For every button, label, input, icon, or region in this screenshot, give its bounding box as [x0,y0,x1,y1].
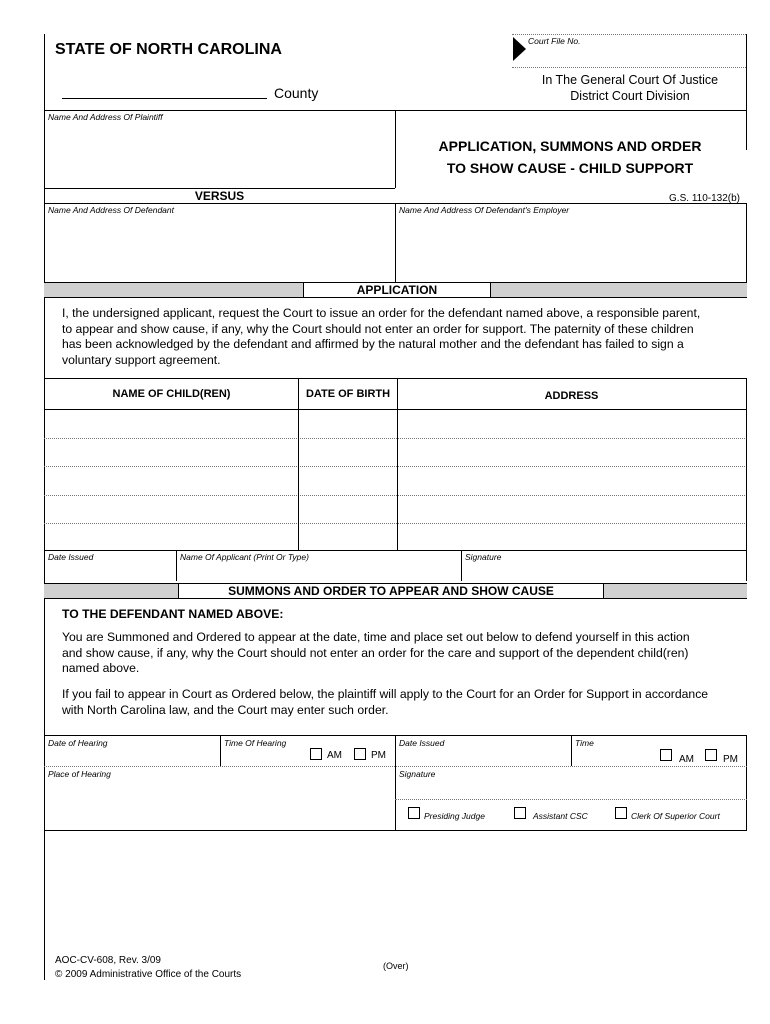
form-id: AOC-CV-608, Rev. 3/09 [55,955,161,966]
state-title: STATE OF NORTH CAROLINA [55,41,282,58]
hearing-center-divider [395,735,396,830]
children-table-bottom [44,550,747,551]
hearing-right-border [746,735,747,830]
hearing-pm-checkbox[interactable] [354,748,366,760]
applicant-name-label: Name Of Applicant (Print Or Type) [180,552,309,562]
app-signature-label: Signature [465,552,502,562]
clerk-superior-label: Clerk Of Superior Court [631,811,720,821]
defendant-right-border [746,203,747,283]
summons-p1-line-1: You are Summoned and Ordered to appear at the date, time and place set out below to defend yourself in this action [62,630,690,644]
application-line-3: has been acknowledged by the defendant and affirmed by the natural mother and the defendant has failed to sign a [62,337,684,352]
col-dob-header: DATE OF BIRTH [305,388,391,400]
col-name-header: NAME OF CHILD(REN) [112,388,231,400]
summons-p1-line-2: and show cause, if any, why the Court should not enter an order for the care and support of the dependent child(ren) [62,645,689,660]
versus-label: VERSUS [194,189,245,203]
hearing-am-checkbox[interactable] [310,748,322,760]
hearing-divider-2 [571,735,572,766]
left-border [44,34,45,980]
app-date-issued-label: Date Issued [48,552,94,562]
presiding-judge-label: Presiding Judge [424,811,485,821]
children-row-1[interactable] [44,438,747,439]
employer-label: Name And Address Of Defendant's Employer [399,205,570,215]
time-of-hearing-label: Time Of Hearing [224,738,287,748]
hearing-divider-1 [220,735,221,766]
defendant-label: Name And Address Of Defendant [48,205,174,215]
court-file-underline [512,67,746,68]
place-of-hearing-label: Place of Hearing [48,769,111,779]
form-title-line-1: APPLICATION, SUMMONS AND ORDER [438,138,702,154]
hearing-grid-middle [44,766,747,767]
issued-am-checkbox[interactable] [660,749,672,761]
col-address-header: ADDRESS [544,390,599,402]
app-row-divider-2 [461,550,462,581]
county-field-line[interactable] [62,98,267,99]
plaintiff-right-border [395,110,396,188]
assistant-csc-label: Assistant CSC [533,811,588,821]
summons-paragraph-1 [62,630,690,677]
children-row-2[interactable] [44,466,747,467]
application-text [62,306,700,368]
court-line-2: District Court Division [570,89,690,103]
children-row-3[interactable] [44,495,747,496]
children-table-top [44,378,747,379]
issued-pm-checkbox[interactable] [705,749,717,761]
to-defendant-heading: TO THE DEFENDANT NAMED ABOVE: [62,607,284,621]
children-col-divider-1 [298,378,299,550]
over-label: (Over) [383,961,409,971]
statute-label: G.S. 110-132(b) [669,193,740,204]
issued-pm-label: PM [723,754,738,765]
hearing-grid-bottom [44,830,747,831]
clerk-superior-checkbox[interactable] [615,807,627,819]
assistant-csc-checkbox[interactable] [514,807,526,819]
plaintiff-label: Name And Address Of Plaintiff [48,112,163,122]
county-label: County [274,85,319,101]
hearing-am-label: AM [327,750,342,761]
application-heading: APPLICATION [303,282,491,298]
children-col-divider-2 [397,378,398,550]
arrow-marker-icon [512,36,528,62]
date-of-hearing-label: Date of Hearing [48,738,108,748]
app-row-divider-1 [176,550,177,581]
summons-date-issued-label: Date Issued [399,738,445,748]
top-border [512,34,746,35]
right-border-top [746,34,747,150]
summons-p1-line-3: named above. [62,661,140,676]
issued-am-label: AM [679,754,694,765]
summons-paragraph-2 [62,687,708,718]
summons-p2-line-2: with North Carolina law, and the Court may enter such order. [62,702,389,717]
children-right-border [746,378,747,581]
application-line-4: voluntary support agreement. [62,352,221,367]
application-line-2: to appear and show cause, if any, why the Court should not enter an order for support. The paternity of these children [62,321,694,336]
signature-line[interactable] [395,799,747,800]
copyright: © 2009 Administrative Office of the Courts [55,969,242,980]
children-header-bottom [44,409,747,410]
time-label: Time [575,738,594,748]
children-row-4[interactable] [44,523,747,524]
court-file-label: Court File No. [528,36,581,46]
application-line-1: I, the undersigned applicant, request the Court to issue an order for the defendant named above, a responsible parent, [62,306,701,320]
summons-p2-line-1: If you fail to appear in Court as Ordered below, the plaintiff will apply to the Court for an Order for Support in accordance [62,687,709,701]
presiding-judge-checkbox[interactable] [408,807,420,819]
form-title-line-2: TO SHOW CAUSE - CHILD SUPPORT [446,160,694,176]
summons-signature-label: Signature [399,769,436,779]
defendant-divider [395,203,396,283]
hearing-pm-label: PM [371,750,386,761]
summons-heading: SUMMONS AND ORDER TO APPEAR AND SHOW CAUSE [178,583,604,599]
court-line-1: In The General Court Of Justice [541,73,719,87]
